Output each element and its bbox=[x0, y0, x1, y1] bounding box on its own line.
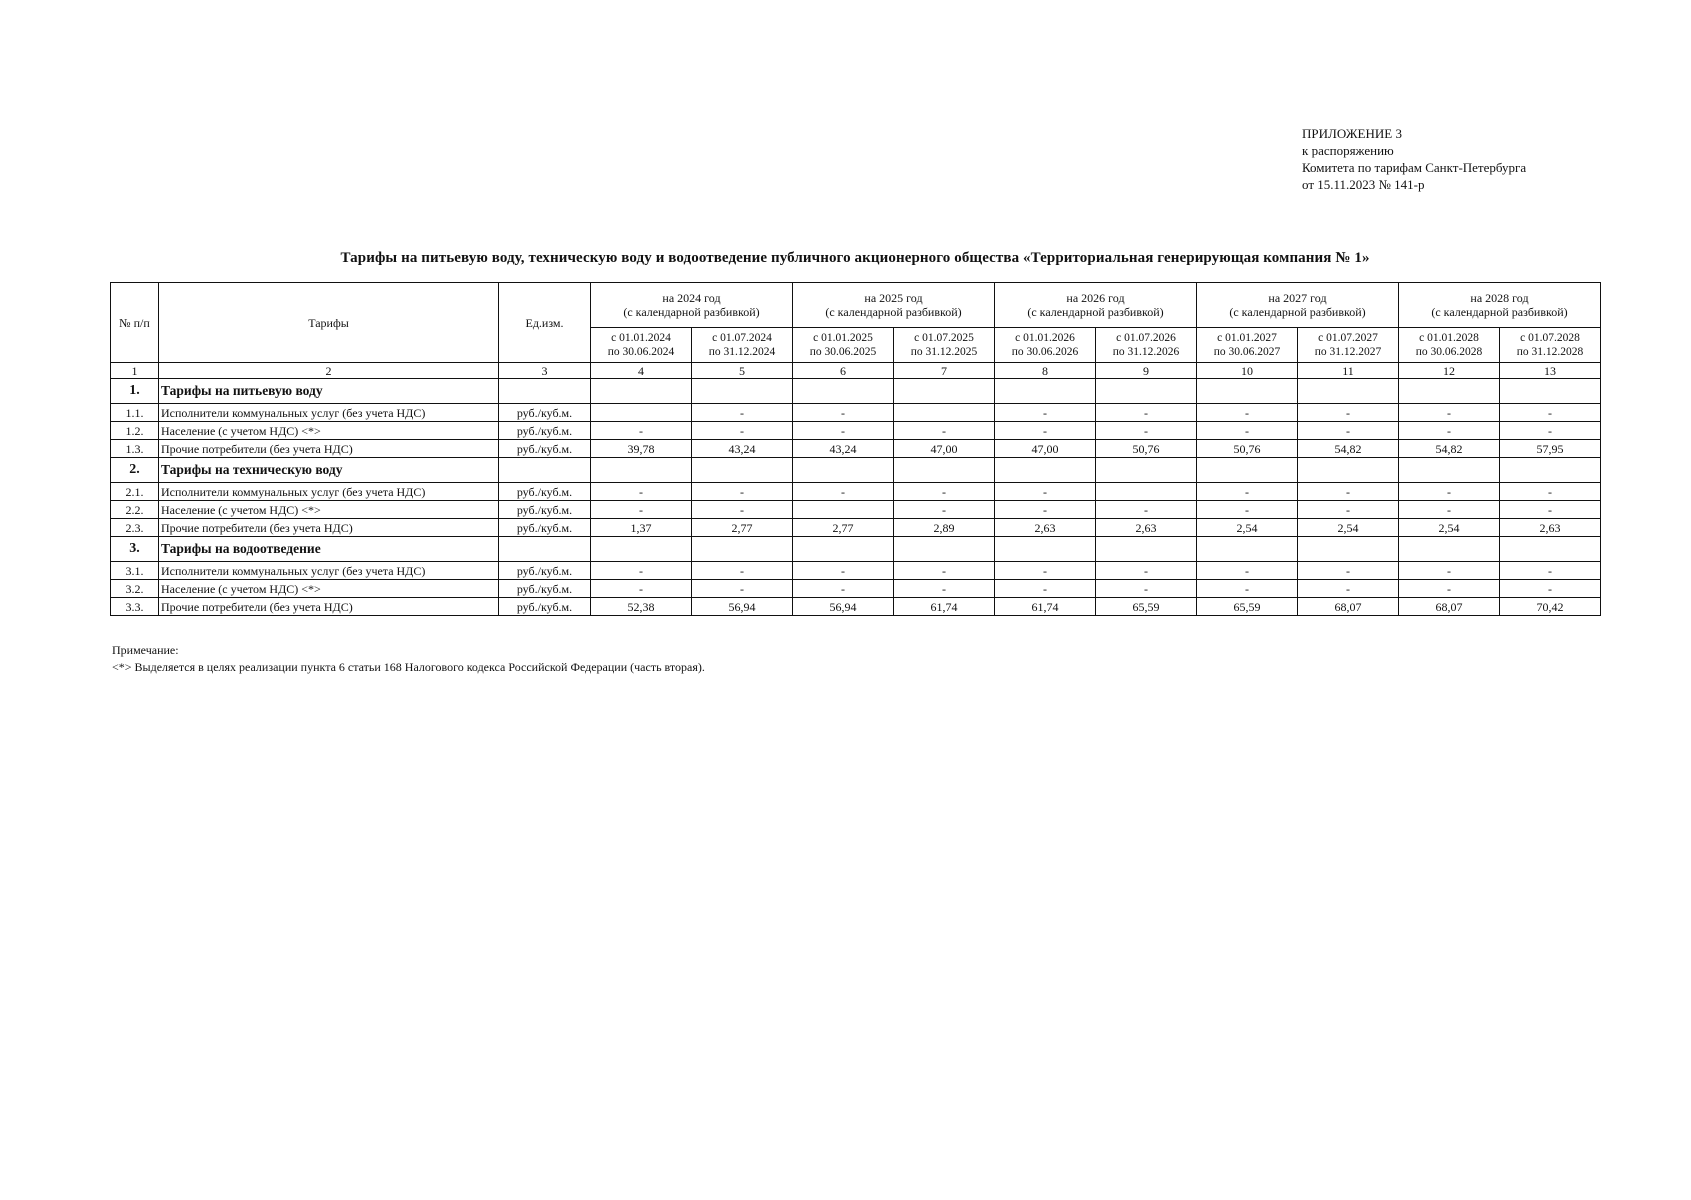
row-unit: руб./куб.м. bbox=[499, 562, 591, 580]
row-unit: руб./куб.м. bbox=[499, 580, 591, 598]
column-number: 9 bbox=[1096, 363, 1197, 379]
tariff-value: - bbox=[1197, 483, 1298, 501]
row-num: 2.2. bbox=[111, 501, 159, 519]
row-name: Исполнители коммунальных услуг (без учета НДС) bbox=[159, 562, 499, 580]
year-label: на 2027 год bbox=[1268, 291, 1327, 305]
period-from: с 01.07.2026 bbox=[1116, 332, 1176, 344]
tariff-value: - bbox=[894, 580, 995, 598]
empty-cell bbox=[692, 379, 793, 404]
year-note: (с календарной разбивкой) bbox=[825, 305, 962, 319]
tariff-value: 2,89 bbox=[894, 519, 995, 537]
tariff-value: - bbox=[591, 580, 692, 598]
tariff-value: - bbox=[1500, 483, 1601, 501]
tariff-value bbox=[591, 404, 692, 422]
header-tariffs: Тарифы bbox=[159, 283, 499, 363]
section-name: Тарифы на водоотведение bbox=[159, 537, 499, 562]
tariff-value: 54,82 bbox=[1298, 440, 1399, 458]
column-number: 3 bbox=[499, 363, 591, 379]
table-row bbox=[111, 598, 1601, 616]
tariff-value: 39,78 bbox=[591, 440, 692, 458]
tariff-value: - bbox=[894, 483, 995, 501]
header-unit: Ед.изм. bbox=[499, 283, 591, 363]
tariff-value: - bbox=[1399, 422, 1500, 440]
empty-cell bbox=[894, 379, 995, 404]
tariff-value: - bbox=[591, 422, 692, 440]
tariff-value: 65,59 bbox=[1197, 598, 1298, 616]
period-to: по 31.12.2026 bbox=[1112, 346, 1180, 358]
note-text: <*> Выделяется в целях реализации пункта 6 статьи 168 Налогового кодекса Российской Федерации (часть вторая). bbox=[112, 660, 705, 674]
tariff-value: 52,38 bbox=[591, 598, 692, 616]
tariff-value: - bbox=[1399, 483, 1500, 501]
tariff-value: - bbox=[995, 404, 1096, 422]
tariff-value: - bbox=[1298, 422, 1399, 440]
tariff-value: - bbox=[1399, 562, 1500, 580]
tariff-value: 68,07 bbox=[1298, 598, 1399, 616]
empty-cell bbox=[1399, 537, 1500, 562]
tariff-value: 61,74 bbox=[894, 598, 995, 616]
row-name: Исполнители коммунальных услуг (без учета НДС) bbox=[159, 404, 499, 422]
tariff-value: - bbox=[793, 404, 894, 422]
tariff-value: - bbox=[1197, 422, 1298, 440]
appendix-line: Комитета по тарифам Санкт-Петербурга bbox=[1302, 160, 1527, 175]
tariff-value: 2,63 bbox=[1500, 519, 1601, 537]
tariff-value: 2,63 bbox=[995, 519, 1096, 537]
tariff-value: - bbox=[1197, 580, 1298, 598]
empty-cell bbox=[1096, 458, 1197, 483]
period-to: по 31.12.2025 bbox=[910, 346, 978, 358]
section-num: 3. bbox=[111, 537, 159, 562]
year-note: (с календарной разбивкой) bbox=[1027, 305, 1164, 319]
row-name: Прочие потребители (без учета НДС) bbox=[159, 440, 499, 458]
table-row bbox=[111, 404, 1601, 422]
empty-cell bbox=[1399, 458, 1500, 483]
row-num: 1.2. bbox=[111, 422, 159, 440]
column-number: 13 bbox=[1500, 363, 1601, 379]
period-to: по 31.12.2027 bbox=[1314, 346, 1382, 358]
section-num: 1. bbox=[111, 379, 159, 404]
tariff-value: 70,42 bbox=[1500, 598, 1601, 616]
empty-cell bbox=[499, 458, 591, 483]
year-label: на 2025 год bbox=[864, 291, 923, 305]
appendix-line: от 15.11.2023 № 141-р bbox=[1302, 177, 1425, 192]
row-unit: руб./куб.м. bbox=[499, 598, 591, 616]
column-number: 7 bbox=[894, 363, 995, 379]
tariff-value: - bbox=[1096, 562, 1197, 580]
table-header bbox=[111, 283, 1601, 363]
tariff-value: - bbox=[894, 562, 995, 580]
year-note: (с календарной разбивкой) bbox=[1431, 305, 1568, 319]
section-name: Тарифы на питьевую воду bbox=[159, 379, 499, 404]
period-from: с 01.01.2025 bbox=[813, 332, 873, 344]
period-header bbox=[1298, 328, 1399, 363]
period-from: с 01.07.2025 bbox=[914, 332, 974, 344]
period-from: с 01.07.2028 bbox=[1520, 332, 1580, 344]
period-to: по 31.12.2024 bbox=[708, 346, 776, 358]
empty-cell bbox=[1298, 537, 1399, 562]
column-number: 1 bbox=[111, 363, 159, 379]
section-num: 2. bbox=[111, 458, 159, 483]
year-header bbox=[1399, 283, 1601, 328]
tariff-value: - bbox=[1399, 580, 1500, 598]
period-from: с 01.01.2024 bbox=[611, 332, 671, 344]
tariff-value: 47,00 bbox=[894, 440, 995, 458]
tariff-value: - bbox=[1298, 483, 1399, 501]
tariff-value: - bbox=[1096, 580, 1197, 598]
tariff-value: - bbox=[692, 562, 793, 580]
empty-cell bbox=[1500, 379, 1601, 404]
tariff-value: - bbox=[1298, 562, 1399, 580]
period-header bbox=[995, 328, 1096, 363]
period-to: по 30.06.2025 bbox=[809, 346, 877, 358]
tariff-value: - bbox=[1197, 404, 1298, 422]
period-header bbox=[1500, 328, 1601, 363]
year-label: на 2024 год bbox=[662, 291, 721, 305]
section-row bbox=[111, 458, 1601, 483]
tariff-value: 2,54 bbox=[1197, 519, 1298, 537]
tariff-value: 2,54 bbox=[1298, 519, 1399, 537]
column-number: 2 bbox=[159, 363, 499, 379]
empty-cell bbox=[894, 537, 995, 562]
section-row bbox=[111, 537, 1601, 562]
column-number: 4 bbox=[591, 363, 692, 379]
row-num: 2.1. bbox=[111, 483, 159, 501]
tariff-value: - bbox=[1399, 501, 1500, 519]
tariff-value: - bbox=[1298, 501, 1399, 519]
empty-cell bbox=[499, 379, 591, 404]
appendix-line: ПРИЛОЖЕНИЕ 3 bbox=[1302, 126, 1402, 141]
empty-cell bbox=[995, 379, 1096, 404]
period-header bbox=[793, 328, 894, 363]
tariff-value: 2,77 bbox=[793, 519, 894, 537]
tariff-value: - bbox=[793, 562, 894, 580]
empty-cell bbox=[894, 458, 995, 483]
row-unit: руб./куб.м. bbox=[499, 519, 591, 537]
period-from: с 01.01.2028 bbox=[1419, 332, 1479, 344]
empty-cell bbox=[1096, 379, 1197, 404]
period-from: с 01.07.2027 bbox=[1318, 332, 1378, 344]
tariff-value: - bbox=[591, 483, 692, 501]
appendix-block bbox=[1302, 125, 1526, 193]
row-num: 1.3. bbox=[111, 440, 159, 458]
column-number: 6 bbox=[793, 363, 894, 379]
tariff-value: - bbox=[1096, 422, 1197, 440]
tariff-value: 2,77 bbox=[692, 519, 793, 537]
empty-cell bbox=[793, 458, 894, 483]
year-note: (с календарной разбивкой) bbox=[1229, 305, 1366, 319]
year-label: на 2026 год bbox=[1066, 291, 1125, 305]
tariff-value: - bbox=[793, 422, 894, 440]
table-row bbox=[111, 519, 1601, 537]
row-unit: руб./куб.м. bbox=[499, 404, 591, 422]
table-row bbox=[111, 501, 1601, 519]
empty-cell bbox=[1500, 537, 1601, 562]
tariff-value: - bbox=[995, 483, 1096, 501]
tariff-value: - bbox=[591, 501, 692, 519]
year-header bbox=[995, 283, 1197, 328]
row-unit: руб./куб.м. bbox=[499, 440, 591, 458]
row-name: Прочие потребители (без учета НДС) bbox=[159, 519, 499, 537]
tariff-value: - bbox=[692, 501, 793, 519]
row-name: Прочие потребители (без учета НДС) bbox=[159, 598, 499, 616]
column-number: 12 bbox=[1399, 363, 1500, 379]
tariff-value: - bbox=[692, 422, 793, 440]
tariff-value: - bbox=[1298, 580, 1399, 598]
empty-cell bbox=[995, 458, 1096, 483]
row-num: 2.3. bbox=[111, 519, 159, 537]
column-number: 10 bbox=[1197, 363, 1298, 379]
tariff-value: - bbox=[995, 422, 1096, 440]
tariff-value: 43,24 bbox=[692, 440, 793, 458]
tariff-value: - bbox=[1500, 404, 1601, 422]
row-num: 3.3. bbox=[111, 598, 159, 616]
tariff-value bbox=[894, 404, 995, 422]
document-title: Тарифы на питьевую воду, техническую воду и водоотведение публичного акционерного общества «Территориальная генерирующая компания № 1» bbox=[340, 250, 1370, 266]
tariff-value: 65,59 bbox=[1096, 598, 1197, 616]
section-name: Тарифы на техническую воду bbox=[159, 458, 499, 483]
tariff-value: 1,37 bbox=[591, 519, 692, 537]
empty-cell bbox=[995, 537, 1096, 562]
tariff-value: - bbox=[1500, 422, 1601, 440]
table-row bbox=[111, 562, 1601, 580]
table-row bbox=[111, 440, 1601, 458]
empty-cell bbox=[499, 537, 591, 562]
table-row bbox=[111, 483, 1601, 501]
period-header bbox=[591, 328, 692, 363]
tariff-value: 54,82 bbox=[1399, 440, 1500, 458]
period-to: по 30.06.2028 bbox=[1415, 346, 1483, 358]
appendix-line: к распоряжению bbox=[1302, 143, 1394, 158]
year-header bbox=[591, 283, 793, 328]
empty-cell bbox=[692, 537, 793, 562]
row-unit: руб./куб.м. bbox=[499, 483, 591, 501]
tariff-value: - bbox=[894, 501, 995, 519]
header-num: № п/п bbox=[111, 283, 159, 363]
tariff-value: 43,24 bbox=[793, 440, 894, 458]
period-header bbox=[1399, 328, 1500, 363]
tariff-value: 47,00 bbox=[995, 440, 1096, 458]
tariff-value: - bbox=[1197, 562, 1298, 580]
period-header bbox=[1197, 328, 1298, 363]
tariff-value: - bbox=[1500, 501, 1601, 519]
empty-cell bbox=[1197, 537, 1298, 562]
tariff-value: 68,07 bbox=[1399, 598, 1500, 616]
tariff-value: 56,94 bbox=[793, 598, 894, 616]
empty-cell bbox=[1500, 458, 1601, 483]
empty-cell bbox=[591, 537, 692, 562]
tariff-value: - bbox=[692, 483, 793, 501]
empty-cell bbox=[1197, 379, 1298, 404]
empty-cell bbox=[591, 458, 692, 483]
tariff-value: - bbox=[1399, 404, 1500, 422]
table-row bbox=[111, 422, 1601, 440]
tariff-value: - bbox=[1298, 404, 1399, 422]
column-numbers-row bbox=[111, 363, 1601, 379]
empty-cell bbox=[1298, 379, 1399, 404]
period-from: с 01.01.2026 bbox=[1015, 332, 1075, 344]
period-to: по 30.06.2026 bbox=[1011, 346, 1079, 358]
tariff-value: - bbox=[894, 422, 995, 440]
note-label: Примечание: bbox=[112, 643, 179, 657]
row-unit: руб./куб.м. bbox=[499, 501, 591, 519]
period-header bbox=[692, 328, 793, 363]
tariff-value: - bbox=[591, 562, 692, 580]
tariff-value bbox=[793, 501, 894, 519]
empty-cell bbox=[1197, 458, 1298, 483]
row-unit: руб./куб.м. bbox=[499, 422, 591, 440]
tariff-value: 2,54 bbox=[1399, 519, 1500, 537]
tariff-value: 61,74 bbox=[995, 598, 1096, 616]
tariff-value: - bbox=[793, 580, 894, 598]
tariffs-table bbox=[110, 282, 1601, 616]
tariff-value: - bbox=[1500, 562, 1601, 580]
column-number: 8 bbox=[995, 363, 1096, 379]
tariff-value: - bbox=[692, 404, 793, 422]
column-number: 11 bbox=[1298, 363, 1399, 379]
empty-cell bbox=[591, 379, 692, 404]
tariff-value: - bbox=[995, 562, 1096, 580]
period-to: по 30.06.2024 bbox=[607, 346, 675, 358]
row-name: Население (с учетом НДС) <*> bbox=[159, 422, 499, 440]
tariff-value: - bbox=[995, 501, 1096, 519]
tariff-value: 56,94 bbox=[692, 598, 793, 616]
year-header bbox=[793, 283, 995, 328]
empty-cell bbox=[1298, 458, 1399, 483]
year-header bbox=[1197, 283, 1399, 328]
column-number: 5 bbox=[692, 363, 793, 379]
row-num: 3.1. bbox=[111, 562, 159, 580]
year-note: (с календарной разбивкой) bbox=[623, 305, 760, 319]
period-header bbox=[894, 328, 995, 363]
tariff-value: - bbox=[1197, 501, 1298, 519]
table-row bbox=[111, 580, 1601, 598]
tariff-value: 50,76 bbox=[1197, 440, 1298, 458]
period-from: с 01.07.2024 bbox=[712, 332, 772, 344]
empty-cell bbox=[793, 379, 894, 404]
year-label: на 2028 год bbox=[1470, 291, 1529, 305]
period-to: по 30.06.2027 bbox=[1213, 346, 1281, 358]
tariff-value: - bbox=[1096, 501, 1197, 519]
tariff-value: - bbox=[692, 580, 793, 598]
tariff-value: 57,95 bbox=[1500, 440, 1601, 458]
tariff-value: 50,76 bbox=[1096, 440, 1197, 458]
period-header bbox=[1096, 328, 1197, 363]
tariff-value: - bbox=[1500, 580, 1601, 598]
tariff-value: - bbox=[793, 483, 894, 501]
row-num: 3.2. bbox=[111, 580, 159, 598]
empty-cell bbox=[692, 458, 793, 483]
tariff-value: - bbox=[995, 580, 1096, 598]
row-name: Исполнители коммунальных услуг (без учета НДС) bbox=[159, 483, 499, 501]
row-name: Население (с учетом НДС) <*> bbox=[159, 501, 499, 519]
empty-cell bbox=[793, 537, 894, 562]
period-from: с 01.01.2027 bbox=[1217, 332, 1277, 344]
section-row bbox=[111, 379, 1601, 404]
tariff-value: - bbox=[1096, 404, 1197, 422]
note-block bbox=[112, 642, 705, 676]
empty-cell bbox=[1399, 379, 1500, 404]
table-body bbox=[111, 363, 1601, 616]
tariff-value bbox=[1096, 483, 1197, 501]
period-to: по 31.12.2028 bbox=[1516, 346, 1584, 358]
empty-cell bbox=[1096, 537, 1197, 562]
tariff-value: 2,63 bbox=[1096, 519, 1197, 537]
row-num: 1.1. bbox=[111, 404, 159, 422]
row-name: Население (с учетом НДС) <*> bbox=[159, 580, 499, 598]
